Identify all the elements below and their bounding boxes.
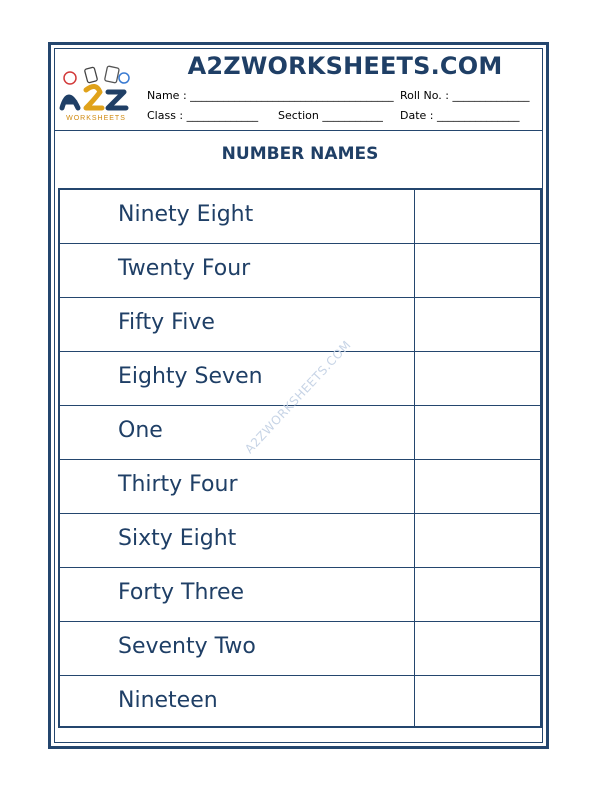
answer-box[interactable] [416, 190, 540, 243]
logo-graphic [62, 66, 129, 108]
name-field-row [147, 89, 394, 102]
table-row [60, 514, 540, 568]
logo-text: WORKSHEETS [66, 115, 126, 122]
header-divider [54, 130, 543, 131]
number-name: One [118, 418, 163, 443]
answer-box[interactable] [416, 352, 540, 405]
number-name: Sixty Eight [118, 526, 237, 551]
number-name: Fifty Five [118, 310, 215, 335]
class-field-row [147, 109, 258, 122]
answer-box[interactable] [416, 406, 540, 459]
answer-box[interactable] [416, 460, 540, 513]
answer-box[interactable] [416, 514, 540, 567]
watermark: A2ZWORKSHEETS.COM [242, 337, 354, 457]
number-name: Forty Three [118, 580, 245, 605]
number-name: Eighty Seven [118, 364, 263, 389]
a2z-logo [56, 64, 136, 122]
name-blank[interactable]: _____________________________________ [190, 89, 394, 102]
section-blank[interactable]: ___________ [322, 109, 383, 122]
number-name: Thirty Four [118, 472, 238, 497]
table-row [60, 406, 540, 460]
answer-box[interactable] [416, 676, 540, 729]
class-label: Class : [147, 109, 184, 122]
number-name: Nineteen [118, 688, 218, 713]
answer-box[interactable] [416, 622, 540, 675]
date-label: Date : [400, 109, 434, 122]
table-row [60, 568, 540, 622]
section-label: Section [278, 109, 319, 122]
name-label: Name : [147, 89, 187, 102]
number-names-table [58, 188, 542, 728]
roll-label: Roll No. : [400, 89, 449, 102]
class-blank[interactable]: _____________ [186, 109, 259, 122]
roll-field-row [400, 89, 529, 102]
number-name: Seventy Two [118, 634, 256, 659]
table-row [60, 622, 540, 676]
answer-box[interactable] [416, 568, 540, 621]
answer-box[interactable] [416, 244, 540, 297]
worksheet-title: NUMBER NAMES [221, 144, 379, 164]
table-row [60, 460, 540, 514]
table-row [60, 244, 540, 298]
table-row [60, 190, 540, 244]
date-field-row [400, 109, 520, 122]
table-row [60, 676, 540, 730]
roll-blank[interactable]: ______________ [452, 89, 530, 102]
answer-box[interactable] [416, 298, 540, 351]
site-title: A2ZWORKSHEETS.COM [187, 52, 503, 80]
number-name: Twenty Four [118, 256, 251, 281]
section-field-row [278, 109, 383, 122]
table-row [60, 298, 540, 352]
date-blank[interactable]: _______________ [437, 109, 520, 122]
number-name: Ninety Eight [118, 202, 254, 227]
